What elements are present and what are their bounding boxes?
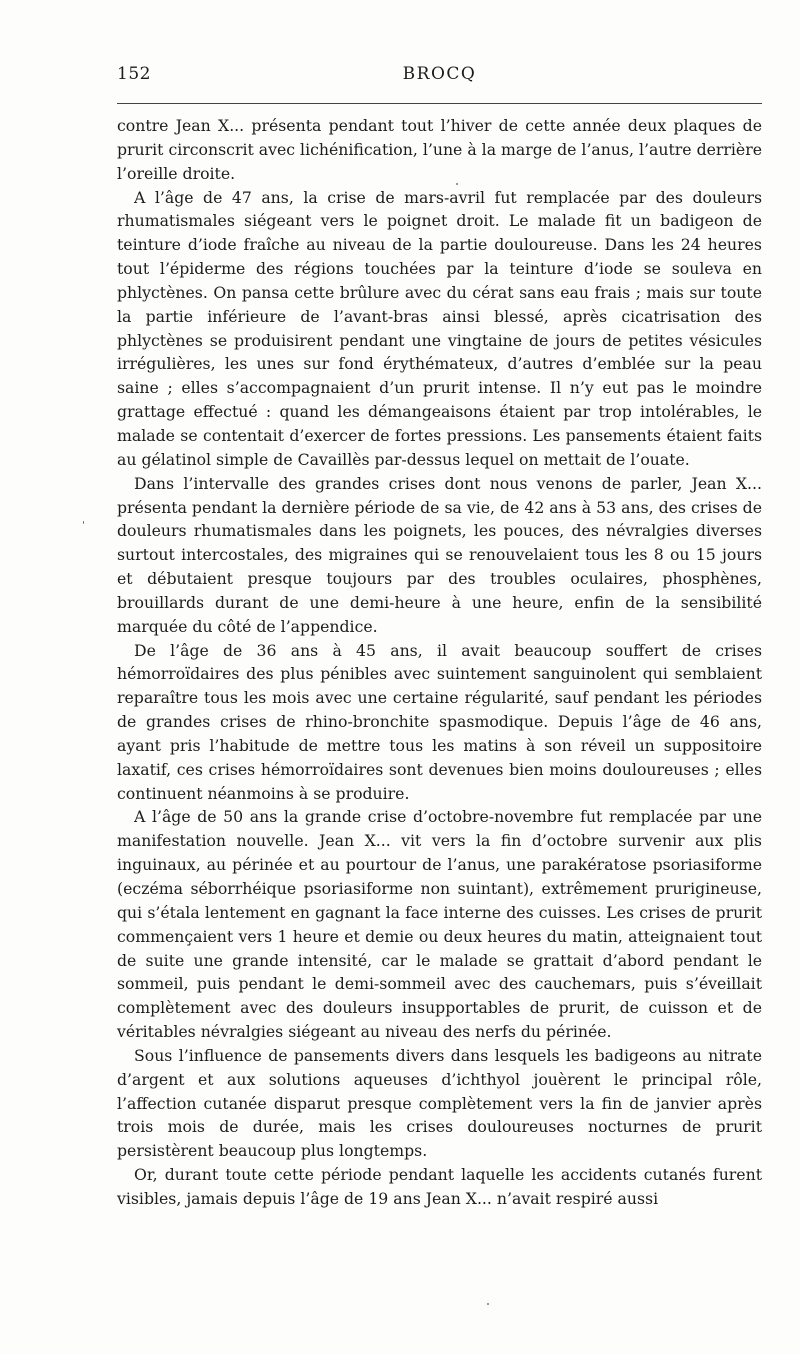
paragraph: Sous l’influence de pansements divers dans lesquels les badigeons au nitrate d’argent et aux solutions aqueuses d’ichthyol jouèrent le principal rôle, l’affection cutanée disparut presque complètement vers la fin de janvier après trois mois de durée, mais les crises douloureuses nocturnes de prurit persistèrent beaucoup plus longtemps. bbox=[117, 1045, 762, 1161]
paragraph: De l’âge de 36 ans à 45 ans, il avait beaucoup souffert de crises hémorroïdaires des plus pénibles avec suintement sanguinolent qui semblaient reparaître tous les mois avec une certaine régularité, sauf pendant les périodes de grandes crises de rhino-bronchite spasmodique. Depuis l’âge de 46 ans, ayant pris l’habitude de mettre tous les matins à son réveil un suppositoire laxatif, ces crises hémorroïdaires sont devenues bien moins douloureuses ; elles continuent néanmoins à se produire. bbox=[117, 640, 762, 803]
scan-speck bbox=[487, 1303, 489, 1305]
paragraph-continued: contre Jean X... présenta pendant tout l’hiver de cette année deux plaques de prurit circonscrit avec lichénification, l’une à la marge de l’anus, l’autre derrière l’oreille droite. bbox=[117, 116, 762, 183]
scan-speck bbox=[456, 183, 458, 185]
paragraph: A l’âge de 50 ans la grande crise d’octobre-novembre fut remplacée par une manifestation nouvelle. Jean X... vit vers la fin d’octobre survenir aux plis inguinaux, au périnée et au pourtour de l’anus, une parakératose psoriasiforme (eczéma séborrhéique psoriasiforme non suintant), extrêmement prurigineuse, qui s’étala lentement en gagnant la face interne des cuisses. Les crises de prurit commençaient vers 1 heure et demie ou deux heures du matin, atteignaient tout de suite une grande intensité, car le malade se grattait d’abord pendant le sommeil, puis pendant le demi-sommeil avec des cauchemars, puis s’éveillait complètement avec des douleurs insupportables de prurit, de cuisson et de véritables névralgies siégeant au niveau des nerfs du périnée. bbox=[117, 807, 762, 1042]
scan-speck bbox=[83, 521, 84, 524]
running-head bbox=[117, 64, 762, 88]
paragraph: Dans l’intervalle des grandes crises dont nous venons de parler, Jean X... présenta pendant la dernière période de sa vie, de 42 ans à 53 ans, des crises de douleurs rhumatismales dans les poignets, les pouces, des névralgies diverses surtout intercostales, des migraines qui se renouvelaient tous les 8 ou 15 jours et débutaient presque toujours par des troubles oculaires, phosphènes, brouillards durant de une demi-heure à une heure, enfin de la sensibilité marquée du côté de l’appendice. bbox=[117, 473, 762, 636]
body-text bbox=[117, 114, 762, 1211]
page-number: 152 bbox=[117, 64, 151, 84]
paragraph: A l’âge de 47 ans, la crise de mars-avril fut remplacée par des douleurs rhumatismales siégeant vers le poignet droit. Le malade fit un badigeon de teinture d’iode fraîche au niveau de la partie douloureuse. Dans les 24 heures tout l’épiderme des régions touchées par la teinture d’iode se souleva en phlyctènes. On pansa cette brûlure avec du cérat sans eau frais ; mais sur toute la partie inférieure de l’avant-bras ainsi blessé, après cicatrisation des phlyctènes se produisirent pendant une vingtaine de jours de petites vésicules irrégulières, les unes sur fond érythémateux, d’autres d’emblée sur la peau saine ; elles s’accompagnaient d’un prurit intense. Il n’y eut pas le moindre grattage effectué : quand les démangeaisons étaient par trop intolérables, le malade se contentait d’exercer de fortes pressions. Les pansements étaient faits au gélatinol simple de Cavaillès par-dessus lequel on mettait de l’ouate. bbox=[117, 187, 762, 469]
running-title: BROCQ bbox=[402, 64, 477, 84]
paragraph: Or, durant toute cette période pendant laquelle les accidents cutanés furent visibles, jamais depuis l’âge de 19 ans Jean X... n’avait respiré aussi bbox=[117, 1165, 762, 1208]
header-rule bbox=[117, 103, 762, 104]
